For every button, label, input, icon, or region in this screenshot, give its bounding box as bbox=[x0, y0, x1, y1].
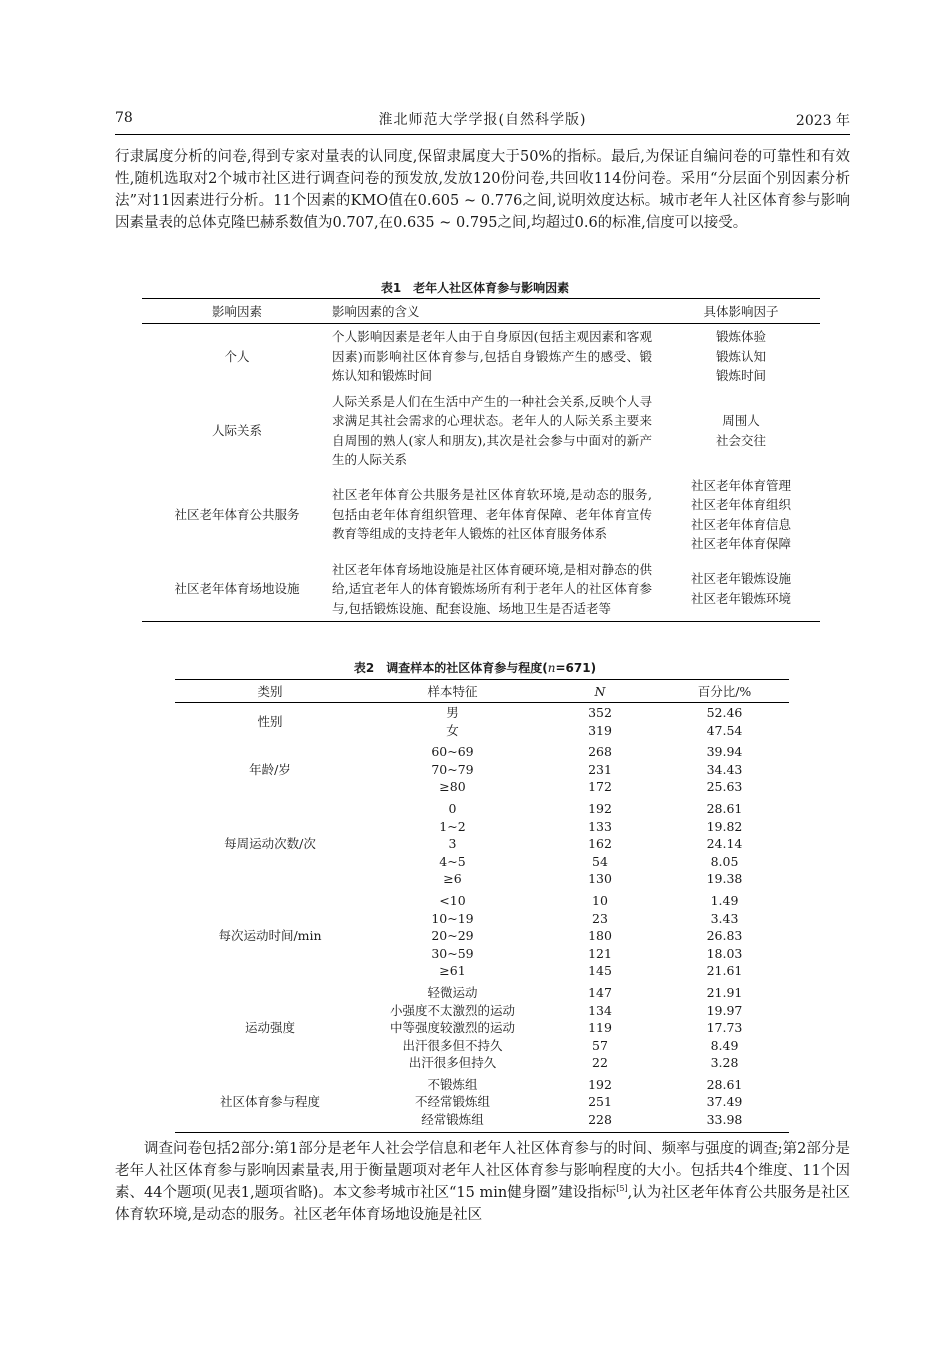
sample-percent: 33.98 bbox=[706, 1112, 743, 1128]
sample-percent: 25.63 bbox=[706, 779, 743, 795]
factor-item: 社区老年体育组织 bbox=[690, 497, 791, 512]
paragraph2-text: 调查问卷包括2部分:第1部分是老年人社会学信息和老年人社区体育参与的时间、频率与强度的调查;第2部分是老年人社区体育参与影响因素量表,用于衡量题项对老年人社区体育参与影响程度的大小。包括共4个维度、11个因素、44个题项(见表1,题项省略)。本文参考城市社区“15 min健身圈”建设指标 bbox=[115, 1141, 850, 1201]
sample-feature-cell bbox=[365, 799, 540, 891]
sample-count: 10 bbox=[592, 892, 608, 908]
sample-feature-cell bbox=[365, 891, 540, 983]
factor-item: 周围人 bbox=[722, 413, 760, 428]
table2-header: N bbox=[540, 680, 660, 703]
sample-count-cell bbox=[540, 703, 660, 743]
table1-row bbox=[142, 473, 820, 557]
sample-feature: 男 bbox=[446, 705, 459, 720]
table2-caption-n: n bbox=[547, 661, 556, 675]
sample-percent: 34.43 bbox=[706, 761, 743, 777]
sample-feature: <10 bbox=[439, 892, 466, 908]
sample-count: 134 bbox=[588, 1002, 612, 1018]
sample-count: 57 bbox=[592, 1037, 608, 1053]
sample-count: 133 bbox=[588, 818, 612, 834]
sample-feature: 中等强度较激烈的运动 bbox=[389, 1020, 515, 1036]
sample-count: 147 bbox=[588, 984, 612, 1000]
category-cell bbox=[175, 799, 365, 891]
factor-items bbox=[662, 557, 820, 622]
table1-row bbox=[142, 389, 820, 473]
table2-header: 百分比/% bbox=[660, 680, 789, 703]
sample-percent-cell bbox=[660, 891, 789, 983]
category-label: 运动强度 bbox=[244, 1020, 295, 1036]
table2-group-row bbox=[175, 891, 789, 983]
table2-group-row bbox=[175, 983, 789, 1075]
sample-feature: 60~69 bbox=[431, 744, 474, 760]
table1-influence-factors bbox=[142, 298, 820, 622]
sample-feature: 轻微运动 bbox=[427, 984, 478, 1000]
sample-count: 145 bbox=[588, 963, 612, 979]
sample-count: 54 bbox=[592, 853, 608, 869]
sample-feature-cell bbox=[365, 983, 540, 1075]
sample-feature: 小强度不太激烈的运动 bbox=[389, 1002, 515, 1018]
table2-header: 样本特征 bbox=[365, 680, 540, 703]
sample-feature: 不经常锻炼组 bbox=[414, 1094, 490, 1110]
sample-count: 162 bbox=[588, 836, 612, 852]
sample-percent-cell bbox=[660, 983, 789, 1075]
sample-feature-cell bbox=[365, 1075, 540, 1132]
sample-percent: 37.49 bbox=[706, 1094, 743, 1110]
sample-feature: 出汗很多但不持久 bbox=[402, 1037, 503, 1053]
sample-count: 172 bbox=[588, 779, 612, 795]
sample-percent: 19.97 bbox=[706, 1002, 743, 1018]
factor-item: 社区老年体育保障 bbox=[690, 536, 791, 551]
sample-count: 319 bbox=[588, 722, 612, 738]
sample-count: 23 bbox=[592, 910, 608, 926]
sample-percent-cell bbox=[660, 703, 789, 743]
factor-name: 人际关系 bbox=[211, 422, 262, 438]
sample-percent: 47.54 bbox=[706, 722, 743, 738]
factor-item: 社区老年体育管理 bbox=[690, 477, 791, 493]
sample-feature-cell bbox=[365, 703, 540, 743]
running-header bbox=[115, 108, 850, 135]
sample-count: 251 bbox=[588, 1094, 612, 1110]
sample-feature: ≥61 bbox=[439, 963, 466, 979]
sample-percent: 52.46 bbox=[706, 705, 743, 720]
sample-percent-cell bbox=[660, 742, 789, 799]
category-cell bbox=[175, 891, 365, 983]
sample-percent: 1.49 bbox=[710, 892, 739, 908]
table1-header-row bbox=[142, 299, 820, 324]
category-cell bbox=[175, 983, 365, 1075]
sample-percent: 17.73 bbox=[706, 1020, 743, 1036]
publication-year: 2023 年 bbox=[795, 113, 850, 129]
table1-caption: 表1 老年人社区体育参与影响因素 bbox=[380, 281, 570, 295]
sample-count-cell bbox=[540, 742, 660, 799]
factor-meaning: 社区老年体育场地设施是社区体育硬环境,是相对静态的供给,适宜老年人的体育锻炼场所有利于老年人的社区体育参与,包括锻炼设施、配套设施、场地卫生是否适老等 bbox=[332, 561, 652, 616]
factor-item: 社会交往 bbox=[715, 432, 766, 448]
category-label: 年龄/岁 bbox=[249, 761, 291, 777]
sample-feature: 20~29 bbox=[431, 928, 474, 944]
factor-name: 个人 bbox=[224, 348, 250, 364]
sample-count: 268 bbox=[588, 744, 612, 760]
sample-feature: 不锻炼组 bbox=[427, 1076, 478, 1092]
table2-caption-suffix: =671) bbox=[555, 661, 597, 675]
sample-count: 192 bbox=[588, 800, 612, 816]
sample-feature: ≥80 bbox=[439, 779, 466, 795]
sample-percent: 21.91 bbox=[706, 984, 743, 1000]
factor-meaning: 社区老年体育公共服务是社区体育软环境,是动态的服务,包括由老年体育组织管理、老年体育保障、老年体育宣传教育等组成的支持老年人锻炼的社区体育服务体系 bbox=[332, 487, 652, 542]
factor-name: 社区老年体育场地设施 bbox=[174, 581, 300, 596]
sample-count: 180 bbox=[588, 928, 612, 944]
sample-count: 22 bbox=[592, 1055, 608, 1071]
sample-percent: 28.61 bbox=[706, 1076, 743, 1092]
sample-feature: 经常锻炼组 bbox=[421, 1112, 484, 1128]
category-cell bbox=[175, 1075, 365, 1132]
sample-feature: 出汗很多但持久 bbox=[408, 1055, 497, 1071]
paragraph2-text-after: ,认为社区老年体育公共服务是社区体育软环境,是动态的服务。社区老年体育场地设施是社区 bbox=[115, 1185, 851, 1223]
sample-feature: 3 bbox=[448, 836, 457, 852]
table2-group-row bbox=[175, 1075, 789, 1132]
page-number: 78 bbox=[115, 110, 133, 126]
factor-item: 锻炼时间 bbox=[715, 368, 766, 383]
sample-count: 121 bbox=[588, 945, 612, 961]
sample-count-cell bbox=[540, 891, 660, 983]
sample-percent-cell bbox=[660, 799, 789, 891]
factor-meaning: 个人影响因素是老年人由于自身原因(包括主观因素和客观因素)而影响社区体育参与,包括自身锻炼产生的感受、锻炼认知和锻炼时间 bbox=[332, 329, 652, 383]
sample-percent: 8.05 bbox=[710, 853, 739, 869]
sample-count: 119 bbox=[588, 1020, 612, 1036]
citation-ref: [5] bbox=[616, 1184, 628, 1193]
sample-percent: 8.49 bbox=[710, 1037, 739, 1053]
sample-feature: ≥6 bbox=[443, 871, 462, 887]
table2-sample-participation bbox=[175, 679, 789, 1133]
factor-item: 社区老年体育信息 bbox=[690, 516, 791, 532]
sample-count: 192 bbox=[588, 1076, 612, 1092]
table1-row bbox=[142, 557, 820, 622]
sample-feature: 70~79 bbox=[431, 761, 474, 777]
sample-percent: 21.61 bbox=[706, 963, 743, 979]
sample-percent: 19.82 bbox=[706, 818, 743, 834]
body-paragraph-1: 行隶属度分析的问卷,得到专家对量表的认同度,保留隶属度大于50%的指标。最后,为保证自编问卷的可靠性和有效性,随机选取对2个城市社区进行调查问卷的预发放,发放120份问卷,共回收114份问卷。采用“分层面个别因素分析法”对11因素进行分析。11个因素的KMO值在0.605 ~ 0.776之间,说明效度达标。城市老年人社区体育参与影响因素量表的总体克隆巴赫系数值为0.707,在0.635 ~ 0.795之间,均超过0.6的标准,信度可以接受。 bbox=[115, 149, 850, 231]
sample-count-cell bbox=[540, 1075, 660, 1132]
sample-feature: 1~2 bbox=[439, 818, 466, 834]
sample-percent-cell bbox=[660, 1075, 789, 1132]
table1-row bbox=[142, 324, 820, 389]
category-label: 性别 bbox=[257, 713, 283, 729]
table1-header: 具体影响因子 bbox=[662, 299, 820, 324]
table2-body bbox=[175, 703, 789, 1133]
sample-percent: 19.38 bbox=[706, 871, 743, 887]
table2-caption-prefix: 表2 调查样本的社区体育参与程度( bbox=[353, 661, 548, 675]
sample-percent: 3.43 bbox=[710, 910, 739, 926]
factor-item: 锻炼认知 bbox=[715, 348, 766, 364]
factor-items bbox=[662, 389, 820, 473]
table1-header: 影响因素 bbox=[142, 299, 332, 324]
sample-percent: 24.14 bbox=[706, 836, 743, 852]
sample-feature: 10~19 bbox=[431, 910, 474, 926]
factor-item: 社区老年锻炼设施 bbox=[690, 571, 791, 587]
sample-count: 130 bbox=[588, 871, 612, 887]
sample-count: 231 bbox=[588, 761, 612, 777]
category-cell bbox=[175, 703, 365, 743]
sample-percent: 28.61 bbox=[706, 800, 743, 816]
sample-feature: 30~59 bbox=[431, 945, 474, 961]
table2-group-row bbox=[175, 742, 789, 799]
factor-items bbox=[662, 324, 820, 389]
sample-percent: 18.03 bbox=[706, 945, 743, 961]
sample-percent: 26.83 bbox=[706, 928, 743, 944]
sample-feature: 女 bbox=[446, 722, 459, 738]
table1-header: 影响因素的含义 bbox=[332, 299, 662, 324]
category-label: 每周运动次数/次 bbox=[224, 836, 316, 852]
sample-percent: 39.94 bbox=[706, 744, 743, 760]
sample-feature: 0 bbox=[448, 800, 457, 816]
table2-group-row bbox=[175, 703, 789, 743]
factor-name: 社区老年体育公共服务 bbox=[174, 506, 300, 522]
journal-title: 淮北师范大学学报(自然科学版) bbox=[378, 112, 587, 128]
factor-items bbox=[662, 473, 820, 557]
factor-item: 锻炼体验 bbox=[715, 329, 766, 344]
table2-header-row bbox=[175, 680, 789, 703]
sample-count-cell bbox=[540, 799, 660, 891]
table2-caption bbox=[0, 659, 950, 676]
table2-header: 类别 bbox=[175, 680, 365, 703]
category-label: 社区体育参与程度 bbox=[219, 1094, 320, 1110]
sample-count-cell bbox=[540, 983, 660, 1075]
sample-count: 352 bbox=[588, 705, 612, 720]
sample-percent: 3.28 bbox=[710, 1055, 739, 1071]
table2-group-row bbox=[175, 799, 789, 891]
body-paragraph-2 bbox=[115, 1138, 850, 1226]
category-cell bbox=[175, 742, 365, 799]
factor-meaning: 人际关系是人们在生活中产生的一种社会关系,反映个人寻求满足其社会需求的心理状态。老年人的人际关系主要来自周围的熟人(家人和朋友),其次是社会参与中面对的新产生的人际关系 bbox=[332, 393, 652, 467]
factor-item: 社区老年锻炼环境 bbox=[690, 590, 791, 606]
sample-feature: 4~5 bbox=[439, 853, 466, 869]
category-label: 每次运动时间/min bbox=[218, 928, 322, 944]
sample-feature-cell bbox=[365, 742, 540, 799]
sample-count: 228 bbox=[588, 1112, 612, 1128]
